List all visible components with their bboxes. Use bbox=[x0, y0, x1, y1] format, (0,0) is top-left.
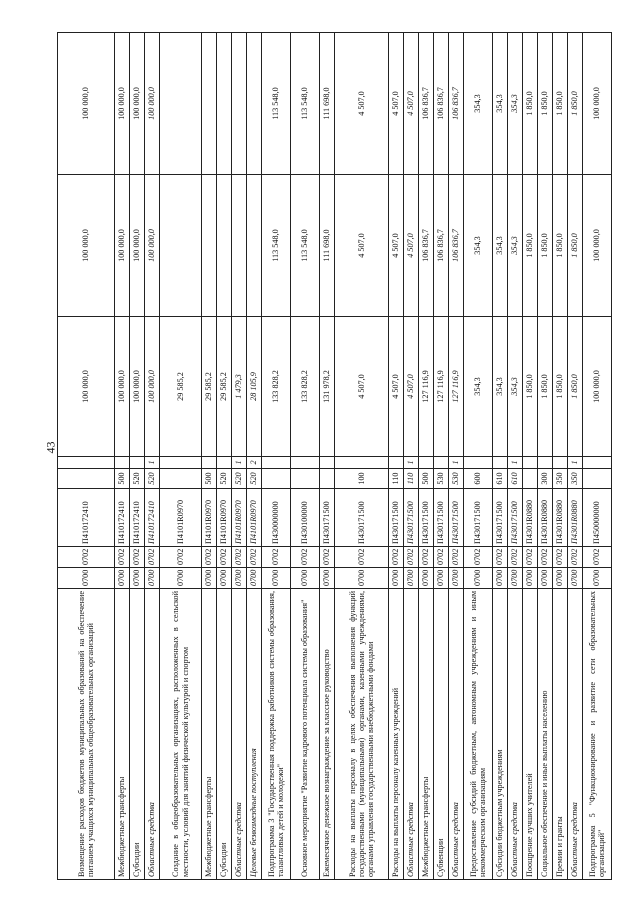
row-amount-year1-cell: 100 000,0 bbox=[145, 317, 160, 457]
row-expense-type-cell bbox=[291, 469, 320, 489]
table-row bbox=[568, 33, 583, 880]
row-name-cell: Межбюджетные трансферты bbox=[419, 589, 434, 880]
row-amount-year1-cell: 127 116,9 bbox=[434, 317, 449, 457]
row-target-article-cell: П4101R0970 bbox=[160, 489, 202, 547]
row-target-article-cell: П4101R0970 bbox=[202, 489, 217, 547]
row-amount-year3-cell bbox=[160, 33, 202, 175]
row-amount-year3-cell: 354,3 bbox=[464, 33, 493, 175]
row-subsection-code-cell: 0702 bbox=[145, 547, 160, 568]
row-target-article-cell: П430171500 bbox=[449, 489, 464, 547]
row-amount-year2-cell bbox=[247, 175, 262, 317]
row-amount-year2-cell: 106 836,7 bbox=[419, 175, 434, 317]
row-expense-type-cell: 520 bbox=[232, 469, 247, 489]
row-amount-year3-cell: 1 850,0 bbox=[568, 33, 583, 175]
row-subsection-code-cell: 0702 bbox=[389, 547, 404, 568]
row-expense-type-cell bbox=[58, 469, 115, 489]
row-amount-year2-cell: 1 850,0 bbox=[553, 175, 568, 317]
row-target-article-cell: П430171500 bbox=[320, 489, 335, 547]
row-amount-year3-cell bbox=[232, 33, 247, 175]
row-subsection-code-cell: 0702 bbox=[508, 547, 523, 568]
row-expense-type-cell bbox=[523, 469, 538, 489]
rotated-table-container bbox=[57, 33, 606, 880]
row-name-cell: Основное мероприятие "Развитие кадрового потенциала системы образования" bbox=[291, 589, 320, 880]
row-funding-source-cell bbox=[583, 457, 612, 469]
row-amount-year2-cell: 1 850,0 bbox=[523, 175, 538, 317]
row-funding-source-cell bbox=[217, 457, 232, 469]
row-amount-year1-cell: 100 000,0 bbox=[583, 317, 612, 457]
row-target-article-cell: П430000000 bbox=[262, 489, 291, 547]
row-section-code-cell: 0700 bbox=[58, 568, 115, 589]
row-section-code-cell: 0700 bbox=[145, 568, 160, 589]
row-target-article-cell: П430171500 bbox=[508, 489, 523, 547]
row-expense-type-cell: 500 bbox=[202, 469, 217, 489]
row-expense-type-cell: 520 bbox=[247, 469, 262, 489]
row-section-code-cell: 0700 bbox=[404, 568, 419, 589]
row-expense-type-cell: 520 bbox=[130, 469, 145, 489]
row-amount-year1-cell: 1 850,0 bbox=[523, 317, 538, 457]
row-section-code-cell: 0700 bbox=[217, 568, 232, 589]
row-section-code-cell: 0700 bbox=[464, 568, 493, 589]
row-section-code-cell: 0700 bbox=[160, 568, 202, 589]
row-amount-year3-cell: 1 850,0 bbox=[538, 33, 553, 175]
row-amount-year1-cell: 1 850,0 bbox=[568, 317, 583, 457]
rotated-table-area bbox=[57, 33, 606, 880]
table-row bbox=[583, 33, 612, 880]
table-row bbox=[434, 33, 449, 880]
row-amount-year3-cell bbox=[202, 33, 217, 175]
row-amount-year1-cell: 4 507,0 bbox=[404, 317, 419, 457]
budget-table bbox=[57, 32, 612, 880]
row-subsection-code-cell: 0702 bbox=[232, 547, 247, 568]
row-expense-type-cell: 520 bbox=[145, 469, 160, 489]
row-name-cell: Областные средства bbox=[145, 589, 160, 880]
row-amount-year3-cell: 106 836,7 bbox=[434, 33, 449, 175]
row-amount-year1-cell: 29 585,2 bbox=[202, 317, 217, 457]
row-amount-year2-cell: 100 000,0 bbox=[583, 175, 612, 317]
row-funding-source-cell bbox=[434, 457, 449, 469]
row-target-article-cell: П4101R0970 bbox=[232, 489, 247, 547]
row-funding-source-cell bbox=[523, 457, 538, 469]
row-funding-source-cell bbox=[553, 457, 568, 469]
row-expense-type-cell: 530 bbox=[434, 469, 449, 489]
row-section-code-cell: 0700 bbox=[115, 568, 130, 589]
table-row bbox=[320, 33, 335, 880]
row-target-article-cell: П4101R0970 bbox=[247, 489, 262, 547]
row-amount-year3-cell: 100 000,0 bbox=[115, 33, 130, 175]
row-amount-year2-cell: 106 836,7 bbox=[449, 175, 464, 317]
row-funding-source-cell bbox=[493, 457, 508, 469]
row-subsection-code-cell: 0702 bbox=[538, 547, 553, 568]
row-amount-year1-cell: 354,3 bbox=[493, 317, 508, 457]
row-funding-source-cell bbox=[335, 457, 389, 469]
row-amount-year2-cell bbox=[160, 175, 202, 317]
row-funding-source-cell: 1 bbox=[449, 457, 464, 469]
row-amount-year3-cell: 100 000,0 bbox=[130, 33, 145, 175]
row-funding-source-cell bbox=[130, 457, 145, 469]
row-target-article-cell: П410172410 bbox=[130, 489, 145, 547]
row-expense-type-cell: 350 bbox=[553, 469, 568, 489]
row-amount-year1-cell: 131 978,2 bbox=[320, 317, 335, 457]
row-subsection-code-cell: 0702 bbox=[115, 547, 130, 568]
table-row bbox=[464, 33, 493, 880]
row-amount-year3-cell: 113 548,0 bbox=[291, 33, 320, 175]
row-subsection-code-cell: 0702 bbox=[262, 547, 291, 568]
row-expense-type-cell bbox=[262, 469, 291, 489]
row-amount-year2-cell: 100 000,0 bbox=[130, 175, 145, 317]
row-amount-year2-cell: 1 850,0 bbox=[568, 175, 583, 317]
table-row bbox=[523, 33, 538, 880]
table-row bbox=[232, 33, 247, 880]
row-section-code-cell: 0700 bbox=[583, 568, 612, 589]
row-funding-source-cell: 1 bbox=[232, 457, 247, 469]
row-name-cell: Премии и гранты bbox=[553, 589, 568, 880]
row-section-code-cell: 0700 bbox=[202, 568, 217, 589]
row-amount-year3-cell: 4 507,0 bbox=[389, 33, 404, 175]
table-row bbox=[389, 33, 404, 880]
row-funding-source-cell: 1 bbox=[404, 457, 419, 469]
row-funding-source-cell bbox=[320, 457, 335, 469]
row-target-article-cell: П410172410 bbox=[145, 489, 160, 547]
row-name-cell: Субсидии бюджетным учреждениям bbox=[493, 589, 508, 880]
row-expense-type-cell: 350 bbox=[568, 469, 583, 489]
row-amount-year1-cell: 1 850,0 bbox=[538, 317, 553, 457]
row-amount-year1-cell: 1 479,3 bbox=[232, 317, 247, 457]
row-target-article-cell: П430171500 bbox=[464, 489, 493, 547]
row-amount-year1-cell: 4 507,0 bbox=[335, 317, 389, 457]
table-row bbox=[145, 33, 160, 880]
table-row bbox=[419, 33, 434, 880]
row-amount-year2-cell: 1 850,0 bbox=[538, 175, 553, 317]
row-amount-year2-cell bbox=[232, 175, 247, 317]
row-name-cell: Подпрограмма 5 "Функционирование и развитие сети образовательных организаций" bbox=[583, 589, 612, 880]
row-expense-type-cell: 610 bbox=[493, 469, 508, 489]
row-name-cell: Областные средства bbox=[508, 589, 523, 880]
row-subsection-code-cell: 0702 bbox=[568, 547, 583, 568]
row-amount-year1-cell: 100 000,0 bbox=[58, 317, 115, 457]
row-amount-year1-cell: 133 828,2 bbox=[291, 317, 320, 457]
row-funding-source-cell bbox=[262, 457, 291, 469]
row-expense-type-cell: 520 bbox=[217, 469, 232, 489]
page-number: 43 bbox=[43, 441, 58, 454]
row-section-code-cell: 0700 bbox=[538, 568, 553, 589]
row-subsection-code-cell: 0702 bbox=[291, 547, 320, 568]
row-target-article-cell: П430171500 bbox=[335, 489, 389, 547]
row-section-code-cell: 0700 bbox=[335, 568, 389, 589]
row-section-code-cell: 0700 bbox=[232, 568, 247, 589]
row-funding-source-cell: 1 bbox=[568, 457, 583, 469]
row-funding-source-cell bbox=[538, 457, 553, 469]
row-amount-year3-cell: 100 000,0 bbox=[145, 33, 160, 175]
table-row bbox=[247, 33, 262, 880]
row-target-article-cell: П4301R0880 bbox=[568, 489, 583, 547]
row-subsection-code-cell: 0702 bbox=[464, 547, 493, 568]
row-target-article-cell: П4301R0880 bbox=[538, 489, 553, 547]
table-row bbox=[130, 33, 145, 880]
row-amount-year2-cell: 4 507,0 bbox=[335, 175, 389, 317]
row-target-article-cell: П4301R0880 bbox=[553, 489, 568, 547]
row-amount-year1-cell: 4 507,0 bbox=[389, 317, 404, 457]
row-expense-type-cell bbox=[160, 469, 202, 489]
row-expense-type-cell: 610 bbox=[508, 469, 523, 489]
row-amount-year3-cell: 111 698,0 bbox=[320, 33, 335, 175]
row-subsection-code-cell: 0702 bbox=[553, 547, 568, 568]
table-row bbox=[291, 33, 320, 880]
table-row bbox=[493, 33, 508, 880]
table-row bbox=[202, 33, 217, 880]
table-row bbox=[404, 33, 419, 880]
row-section-code-cell: 0700 bbox=[291, 568, 320, 589]
row-funding-source-cell bbox=[115, 457, 130, 469]
row-section-code-cell: 0700 bbox=[508, 568, 523, 589]
row-name-cell: Ежемесячное денежное вознаграждение за классное руководство bbox=[320, 589, 335, 880]
row-amount-year1-cell: 133 828,2 bbox=[262, 317, 291, 457]
row-subsection-code-cell: 0702 bbox=[583, 547, 612, 568]
row-target-article-cell: П4101R0970 bbox=[217, 489, 232, 547]
row-subsection-code-cell: 0702 bbox=[523, 547, 538, 568]
row-expense-type-cell: 500 bbox=[115, 469, 130, 489]
row-subsection-code-cell: 0702 bbox=[58, 547, 115, 568]
row-expense-type-cell: 500 bbox=[419, 469, 434, 489]
row-name-cell: Социальное обеспечение и иные выплаты населению bbox=[538, 589, 553, 880]
row-section-code-cell: 0700 bbox=[449, 568, 464, 589]
row-amount-year2-cell: 113 548,0 bbox=[291, 175, 320, 317]
row-subsection-code-cell: 0702 bbox=[130, 547, 145, 568]
row-expense-type-cell bbox=[320, 469, 335, 489]
table-row bbox=[58, 33, 115, 880]
row-target-article-cell: П410172410 bbox=[115, 489, 130, 547]
row-funding-source-cell bbox=[202, 457, 217, 469]
row-subsection-code-cell: 0702 bbox=[434, 547, 449, 568]
row-amount-year1-cell: 354,3 bbox=[464, 317, 493, 457]
row-target-article-cell: П430171500 bbox=[434, 489, 449, 547]
row-amount-year1-cell: 100 000,0 bbox=[115, 317, 130, 457]
row-subsection-code-cell: 0702 bbox=[202, 547, 217, 568]
row-target-article-cell: П430171500 bbox=[419, 489, 434, 547]
row-target-article-cell: П450000000 bbox=[583, 489, 612, 547]
row-amount-year3-cell: 100 000,0 bbox=[583, 33, 612, 175]
row-amount-year2-cell: 111 698,0 bbox=[320, 175, 335, 317]
row-amount-year2-cell: 100 000,0 bbox=[58, 175, 115, 317]
row-amount-year1-cell: 1 850,0 bbox=[553, 317, 568, 457]
row-funding-source-cell bbox=[419, 457, 434, 469]
row-subsection-code-cell: 0702 bbox=[404, 547, 419, 568]
table-row bbox=[538, 33, 553, 880]
row-name-cell: Областные средства bbox=[449, 589, 464, 880]
row-amount-year3-cell: 100 000,0 bbox=[58, 33, 115, 175]
row-amount-year3-cell: 4 507,0 bbox=[335, 33, 389, 175]
row-name-cell: Межбюджетные трансферты bbox=[115, 589, 130, 880]
row-expense-type-cell: 110 bbox=[389, 469, 404, 489]
row-section-code-cell: 0700 bbox=[434, 568, 449, 589]
row-subsection-code-cell: 0702 bbox=[247, 547, 262, 568]
row-section-code-cell: 0700 bbox=[247, 568, 262, 589]
row-amount-year3-cell: 106 836,7 bbox=[449, 33, 464, 175]
row-name-cell: Целевые безвозмездные поступления bbox=[247, 589, 262, 880]
row-funding-source-cell bbox=[464, 457, 493, 469]
row-amount-year2-cell: 4 507,0 bbox=[404, 175, 419, 317]
row-section-code-cell: 0700 bbox=[568, 568, 583, 589]
row-amount-year1-cell: 127 116,9 bbox=[449, 317, 464, 457]
row-target-article-cell: П410172410 bbox=[58, 489, 115, 547]
row-name-cell: Поощрение лучших учителей bbox=[523, 589, 538, 880]
table-row bbox=[217, 33, 232, 880]
row-amount-year2-cell bbox=[202, 175, 217, 317]
row-funding-source-cell: 2 bbox=[247, 457, 262, 469]
row-amount-year1-cell: 100 000,0 bbox=[130, 317, 145, 457]
row-expense-type-cell: 530 bbox=[449, 469, 464, 489]
row-target-article-cell: П430171500 bbox=[404, 489, 419, 547]
table-row bbox=[160, 33, 202, 880]
row-funding-source-cell bbox=[389, 457, 404, 469]
row-name-cell: Субсидии bbox=[130, 589, 145, 880]
row-name-cell: Предоставление субсидий бюджетным, автономным учреждениям и иным некоммерческим организациям bbox=[464, 589, 493, 880]
row-funding-source-cell bbox=[160, 457, 202, 469]
row-subsection-code-cell: 0702 bbox=[335, 547, 389, 568]
row-amount-year3-cell bbox=[247, 33, 262, 175]
row-target-article-cell: П430171500 bbox=[493, 489, 508, 547]
table-row bbox=[553, 33, 568, 880]
row-amount-year1-cell: 354,3 bbox=[508, 317, 523, 457]
row-amount-year3-cell: 1 850,0 bbox=[523, 33, 538, 175]
row-name-cell: Создание в общеобразовательных организациях, расположенных в сельской местности, условий для занятий физической культурой и спортом bbox=[160, 589, 202, 880]
row-subsection-code-cell: 0702 bbox=[320, 547, 335, 568]
row-target-article-cell: П430171500 bbox=[389, 489, 404, 547]
row-amount-year1-cell: 29 585,2 bbox=[160, 317, 202, 457]
row-amount-year3-cell: 1 850,0 bbox=[553, 33, 568, 175]
row-name-cell: Субвенции bbox=[434, 589, 449, 880]
row-name-cell: Возмещение расходов бюджетов муниципальных образований на обеспечение питанием учащихся муниципальных общеобразовательных организаций bbox=[58, 589, 115, 880]
row-expense-type-cell: 600 bbox=[464, 469, 493, 489]
row-amount-year2-cell: 354,3 bbox=[508, 175, 523, 317]
row-section-code-cell: 0700 bbox=[320, 568, 335, 589]
row-name-cell: Областные средства bbox=[404, 589, 419, 880]
row-amount-year2-cell: 113 548,0 bbox=[262, 175, 291, 317]
row-amount-year1-cell: 28 105,9 bbox=[247, 317, 262, 457]
row-amount-year2-cell: 100 000,0 bbox=[115, 175, 130, 317]
row-name-cell: Межбюджетные трансферты bbox=[202, 589, 217, 880]
row-name-cell: Областные средства bbox=[568, 589, 583, 880]
row-subsection-code-cell: 0702 bbox=[493, 547, 508, 568]
row-name-cell: Областные средства bbox=[232, 589, 247, 880]
row-funding-source-cell: 1 bbox=[145, 457, 160, 469]
row-amount-year2-cell: 106 836,7 bbox=[434, 175, 449, 317]
row-amount-year1-cell: 29 585,2 bbox=[217, 317, 232, 457]
table-row bbox=[449, 33, 464, 880]
row-expense-type-cell: 100 bbox=[335, 469, 389, 489]
table-row bbox=[115, 33, 130, 880]
table-row bbox=[262, 33, 291, 880]
row-name-cell: Расходы на выплаты персоналу в целях обеспечения выполнения функций государственными (муниципальными) органами, казенными учреждениями, органами управления государственными внебюджетными фондами bbox=[335, 589, 389, 880]
row-expense-type-cell: 300 bbox=[538, 469, 553, 489]
row-section-code-cell: 0700 bbox=[419, 568, 434, 589]
row-section-code-cell: 0700 bbox=[389, 568, 404, 589]
row-subsection-code-cell: 0702 bbox=[160, 547, 202, 568]
budget-table-body bbox=[58, 33, 612, 880]
row-amount-year3-cell bbox=[217, 33, 232, 175]
row-subsection-code-cell: 0702 bbox=[449, 547, 464, 568]
row-expense-type-cell bbox=[583, 469, 612, 489]
row-target-article-cell: П430100000 bbox=[291, 489, 320, 547]
table-row bbox=[508, 33, 523, 880]
row-subsection-code-cell: 0702 bbox=[217, 547, 232, 568]
row-name-cell: Подпрограмма 3 "Государственная поддержка работников системы образования, талантливых детей и молодежи" bbox=[262, 589, 291, 880]
row-funding-source-cell bbox=[58, 457, 115, 469]
row-funding-source-cell bbox=[291, 457, 320, 469]
row-amount-year3-cell: 354,3 bbox=[508, 33, 523, 175]
row-amount-year1-cell: 127 116,9 bbox=[419, 317, 434, 457]
row-expense-type-cell: 110 bbox=[404, 469, 419, 489]
row-funding-source-cell: 1 bbox=[508, 457, 523, 469]
row-target-article-cell: П4301R0880 bbox=[523, 489, 538, 547]
row-section-code-cell: 0700 bbox=[523, 568, 538, 589]
row-amount-year2-cell: 354,3 bbox=[464, 175, 493, 317]
row-amount-year3-cell: 113 548,0 bbox=[262, 33, 291, 175]
row-amount-year2-cell: 4 507,0 bbox=[389, 175, 404, 317]
row-section-code-cell: 0700 bbox=[553, 568, 568, 589]
row-section-code-cell: 0700 bbox=[493, 568, 508, 589]
row-amount-year2-cell: 100 000,0 bbox=[145, 175, 160, 317]
row-name-cell: Расходы на выплаты персоналу казенных учреждений bbox=[389, 589, 404, 880]
row-section-code-cell: 0700 bbox=[130, 568, 145, 589]
row-subsection-code-cell: 0702 bbox=[419, 547, 434, 568]
row-name-cell: Субсидии bbox=[217, 589, 232, 880]
row-amount-year3-cell: 354,3 bbox=[493, 33, 508, 175]
row-amount-year2-cell: 354,3 bbox=[493, 175, 508, 317]
row-amount-year3-cell: 106 836,7 bbox=[419, 33, 434, 175]
table-row bbox=[335, 33, 389, 880]
row-amount-year3-cell: 4 507,0 bbox=[404, 33, 419, 175]
row-amount-year2-cell bbox=[217, 175, 232, 317]
row-section-code-cell: 0700 bbox=[262, 568, 291, 589]
